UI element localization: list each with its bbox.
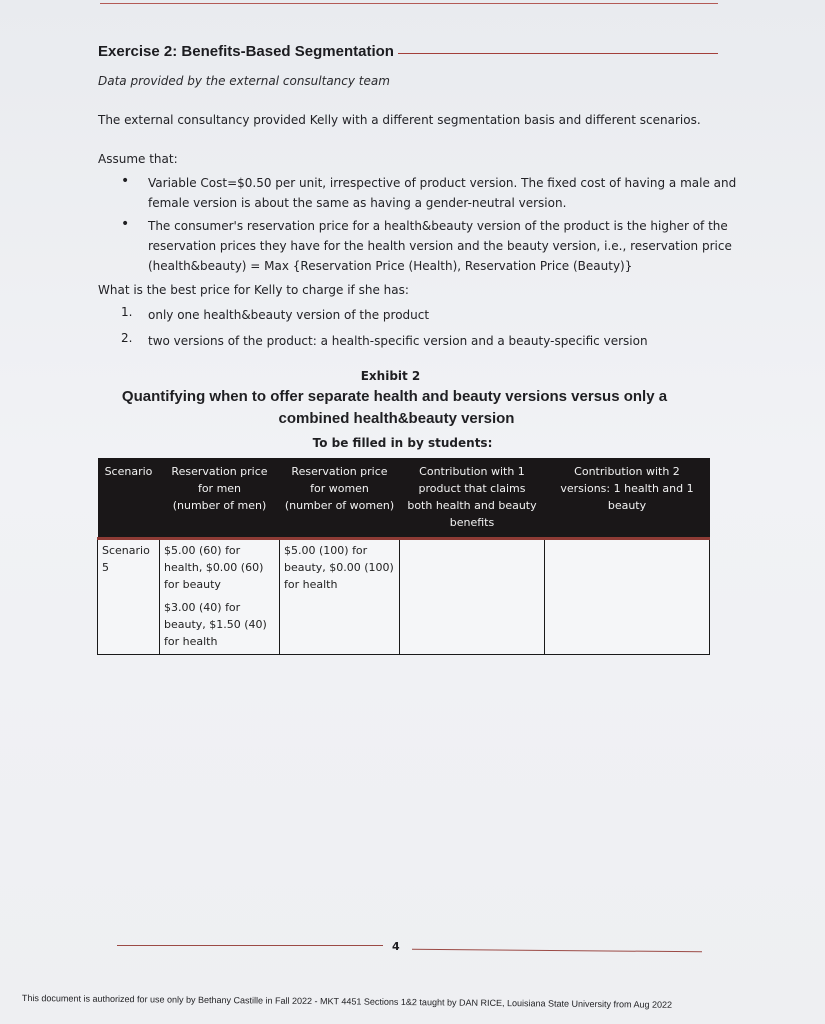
exhibit-title-line-2: combined health&beauty version bbox=[278, 410, 515, 427]
cell-women: $5.00 (100) for beauty, $0.00 (100) for health bbox=[280, 539, 400, 655]
cell-scenario: Scenario 5 bbox=[98, 539, 160, 655]
exhibit-title-line-1: Quantifying when to offer separate health and beauty versions versus only a bbox=[121, 388, 668, 405]
header-contribution-2: Contribution with 2 versions: 1 health and 1 beauty bbox=[545, 458, 710, 539]
table-row bbox=[98, 539, 710, 655]
authorization-notice: This document is authorized for use only by Bethany Castille in Fall 2022 - MKT 4451 Sections 1&2 taught by DAN RICE, Louisiana State University from Aug 2022 bbox=[21, 993, 673, 1010]
header-scenario: Scenario bbox=[98, 458, 160, 539]
header-contribution-1: Contribution with 1 product that claims both health and beauty benefits bbox=[400, 458, 545, 539]
intro-paragraph: The external consultancy provided Kelly with a different segmentation basis and different scenarios. bbox=[98, 113, 701, 127]
item-1-number: 1. bbox=[121, 305, 133, 319]
bullet-marker: • bbox=[121, 216, 130, 232]
men-beauty-block: $3.00 (40) for beauty, $1.50 (40) for health bbox=[164, 601, 267, 648]
exhibit-table bbox=[97, 458, 710, 655]
page-number: 4 bbox=[392, 940, 400, 953]
bullet-1-line-2: female version is about the same as having a gender-neutral version. bbox=[148, 196, 567, 210]
bullet-2-line-1: The consumer's reservation price for a health&beauty version of the product is the higher of the bbox=[148, 219, 728, 233]
header-women: Reservation price for women (number of women) bbox=[280, 458, 400, 539]
exercise-heading bbox=[98, 40, 718, 62]
title-rule bbox=[398, 53, 718, 54]
fill-in-note: To be filled in by students: bbox=[312, 436, 493, 450]
assume-label: Assume that: bbox=[98, 152, 178, 166]
bullet-1-line-1: Variable Cost=$0.50 per unit, irrespective of product version. The fixed cost of having a male and bbox=[148, 176, 737, 190]
question-text: What is the best price for Kelly to charge if she has: bbox=[98, 283, 409, 297]
men-health-block: $5.00 (60) for health, $0.00 (60) for beauty bbox=[164, 544, 264, 591]
bullet-marker: • bbox=[121, 173, 130, 189]
table-header-row bbox=[98, 458, 710, 539]
exercise-title: Exercise 2: Benefits-Based Segmentation bbox=[98, 42, 394, 60]
item-2-number: 2. bbox=[121, 331, 133, 345]
cell-contribution-2-blank[interactable] bbox=[545, 539, 710, 655]
bullet-2-line-3: (health&beauty) = Max {Reservation Price (Health), Reservation Price (Beauty)} bbox=[148, 259, 633, 273]
cell-men bbox=[160, 539, 280, 655]
header-men: Reservation price for men (number of men) bbox=[160, 458, 280, 539]
top-divider bbox=[100, 3, 718, 4]
item-2-text: two versions of the product: a health-specific version and a beauty-specific version bbox=[148, 334, 648, 348]
item-1-text: only one health&beauty version of the product bbox=[148, 308, 430, 322]
cell-contribution-1-blank[interactable] bbox=[400, 539, 545, 655]
exhibit-label: Exhibit 2 bbox=[360, 369, 421, 383]
footer-rule-left bbox=[117, 945, 383, 946]
exercise-subtitle: Data provided by the external consultancy team bbox=[98, 74, 390, 88]
footer-rule-right bbox=[412, 949, 702, 953]
bullet-2-line-2: reservation prices they have for the health version and the beauty version, i.e., reservation price bbox=[148, 239, 732, 253]
